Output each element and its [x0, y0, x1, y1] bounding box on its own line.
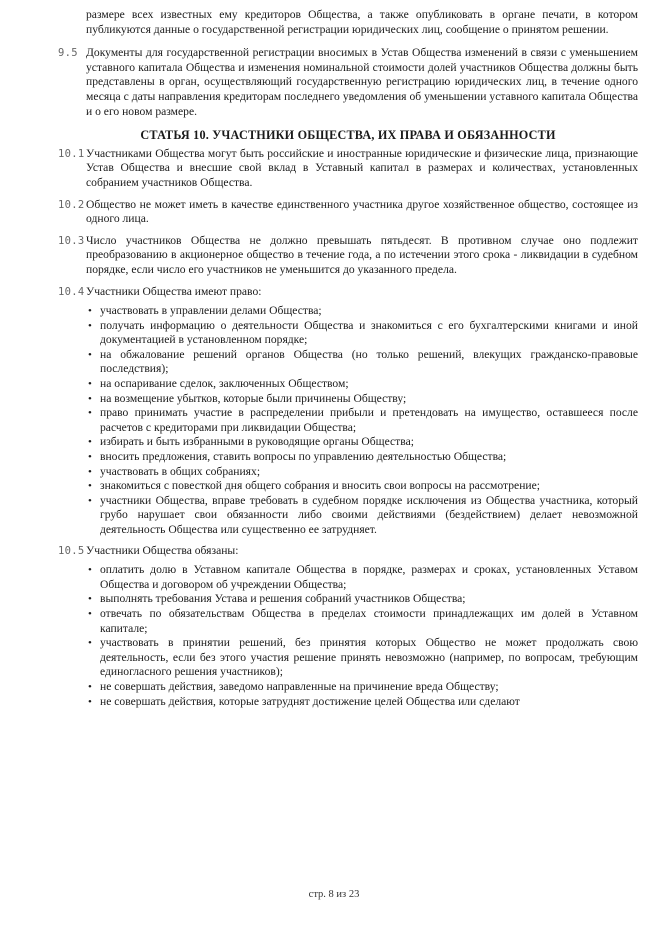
list-item-text: право принимать участие в распределении прибыли и претендовать на имущество, оставшееся после расчетов с кредиторами при ликвидации Общества;	[100, 406, 638, 434]
bullet-icon: •	[88, 436, 92, 449]
list-item-text: участвовать в принятии решений, без принятия которых Общество не может продолжать свою деятельность, если без этого участия решение принять невозможно (например, по вопросам, требующим единогласного решения участников);	[100, 636, 638, 679]
intro-paragraph: размере всех известных ему кредиторов Общества, а также опубликовать в органе печати, в котором публикуются данные о государственной регистрации юридических лиц, сообщение о принятом решении.	[86, 8, 638, 36]
list-item	[58, 392, 638, 407]
clause-10-1	[58, 147, 638, 191]
bullet-icon: •	[88, 695, 92, 708]
list-item	[58, 680, 638, 695]
list-item-text: выполнять требования Устава и решения собраний участников Общества;	[100, 592, 466, 606]
clause-number: 10.1	[58, 147, 85, 160]
clause-number: 9.5	[58, 47, 78, 60]
clause-number: 10.3	[58, 234, 85, 247]
list-item-text: не совершать действия, которые затруднят достижение целей Общества или сделают	[100, 694, 520, 708]
bullet-icon: •	[88, 637, 92, 650]
clause-number: 10.5	[58, 544, 85, 557]
clause-text: Участниками Общества могут быть российские и иностранные юридические и физические лица, признающие Устав Общества и внесшие свой вклад в Уставный капитал в размерах и количествах, установленных собранием участников Общества.	[86, 146, 638, 189]
bullet-icon: •	[88, 305, 92, 318]
rights-list	[58, 304, 638, 538]
list-item	[58, 450, 638, 465]
clause-number: 10.4	[58, 285, 85, 298]
clause-number: 10.2	[58, 198, 85, 211]
clause-text: Общество не может иметь в качестве единственного участника другое хозяйственное общество, состоящее из одного лица.	[86, 197, 638, 226]
list-item	[58, 494, 638, 538]
clause-text: Число участников Общества не должно превышать пятьдесят. В противном случае оно подлежит преобразованию в акционерное общество в течение года, а по истечении этого срока - ликвидации в судебном порядке, если число его участников не уменьшится до указанного предела.	[86, 233, 638, 276]
list-item-text: участвовать в общих собраниях;	[100, 464, 261, 478]
bullet-icon: •	[88, 378, 92, 391]
clause-10-5	[58, 544, 638, 559]
clause-lead: Участники Общества обязаны:	[86, 543, 239, 557]
article-heading: СТАТЬЯ 10. УЧАСТНИКИ ОБЩЕСТВА, ИХ ПРАВА И ОБЯЗАННОСТИ	[140, 128, 556, 143]
list-item	[58, 695, 638, 710]
list-item-text: не совершать действия, заведомо направленные на причинение вреда Обществу;	[100, 679, 499, 693]
list-item	[58, 592, 638, 607]
bullet-icon: •	[88, 593, 92, 606]
clause-text: Документы для государственной регистрации вносимых в Устав Общества изменений в связи с уменьшением уставного капитала Общества и изменения номинальной стоимости долей участников Общества должны быть представлены в орган, осуществляющий государственную регистрацию юридических лиц, в течение одного месяца с даты направления кредиторам последнего уведомления об уменьшении уставного капитала Общества и о его новом размере.	[86, 46, 638, 118]
list-item-text: вносить предложения, ставить вопросы по управлению деятельностью Общества;	[100, 450, 507, 464]
clause-10-3	[58, 234, 638, 278]
bullet-icon: •	[88, 465, 92, 478]
page-footer: стр. 8 из 23	[308, 889, 360, 900]
bullet-icon: •	[88, 564, 92, 577]
clause-10-4	[58, 285, 638, 300]
bullet-icon: •	[88, 392, 92, 405]
clause-10-2	[58, 198, 638, 227]
list-item-text: получать информацию о деятельности Общества и знакомиться с его бухгалтерскими книгами и иной документацией в установленном порядке;	[100, 318, 638, 347]
list-item-text: знакомиться с повесткой дня общего собрания и вносить свои вопросы на рассмотрение;	[100, 479, 540, 493]
bullet-icon: •	[88, 319, 92, 332]
list-item	[58, 304, 638, 319]
bullet-icon: •	[88, 451, 92, 464]
list-item	[58, 479, 638, 494]
duties-list	[58, 563, 638, 709]
clause-9-5	[58, 46, 638, 119]
bullet-icon: •	[88, 494, 92, 507]
bullet-icon: •	[88, 680, 92, 693]
list-item-text: участвовать в управлении делами Общества;	[100, 304, 322, 318]
bullet-icon: •	[88, 607, 92, 620]
list-item-text: избирать и быть избранными в руководящие органы Общества;	[100, 435, 414, 449]
list-item-text: оплатить долю в Уставном капитале Общества в порядке, размерах и сроках, установленных Уставом Общества и договором об учреждении Общества;	[100, 563, 638, 591]
list-item-text: на оспаривание сделок, заключенных Обществом;	[100, 377, 349, 391]
bullet-icon: •	[88, 348, 92, 361]
list-item	[58, 563, 638, 592]
list-item	[58, 377, 638, 392]
list-item-text: на возмещение убытков, которые были причинены Обществу;	[100, 391, 407, 405]
list-item	[58, 406, 638, 435]
list-item	[58, 607, 638, 636]
list-item	[58, 348, 638, 377]
list-item-text: отвечать по обязательствам Общества в пределах стоимости принадлежащих им долей в Уставном капитале;	[100, 606, 638, 635]
list-item	[58, 319, 638, 348]
page-content	[58, 8, 638, 709]
bullet-icon: •	[88, 407, 92, 420]
list-item-text: на обжалование решений органов Общества (но только решений, влекущих гражданско-правовые последствия);	[100, 347, 638, 376]
bullet-icon: •	[88, 480, 92, 493]
list-item	[58, 435, 638, 450]
list-item	[58, 465, 638, 480]
list-item-text: участники Общества, вправе требовать в судебном порядке исключения из Общества участника, который грубо нарушает свои обязанности либо своими действиями (бездействием) делает невозможной деятельность Общества или существенно ее затрудняет.	[100, 493, 638, 536]
clause-lead: Участники Общества имеют право:	[86, 284, 262, 298]
list-item	[58, 636, 638, 680]
